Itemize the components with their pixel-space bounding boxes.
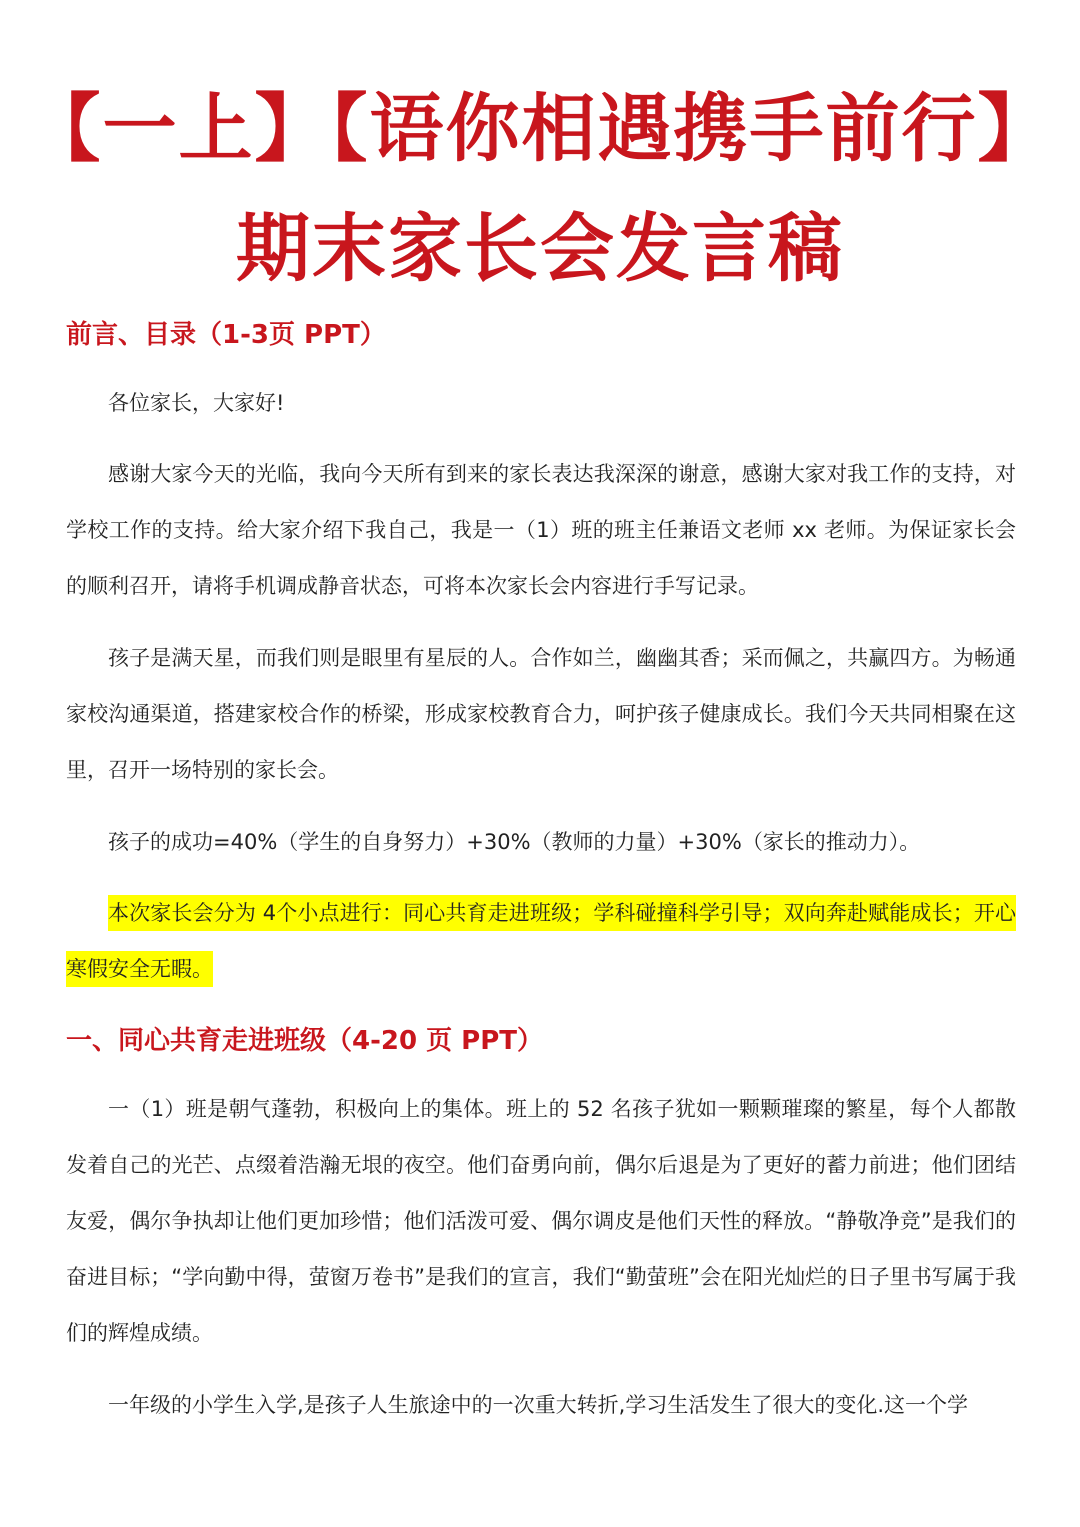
- preface-paragraph-3: 孩子的成功=40%（学生的自身努力）+30%（教师的力量）+30%（家长的推动力）。: [108, 830, 921, 854]
- preface-paragraph-1: 感谢大家今天的光临，我向今天所有到来的家长表达我深深的谢意，感谢大家对我工作的支持，对学校工作的支持。给大家介绍下我自己，我是一（1）班的班主任兼语文老师 xx 老师。为保证家长会的顺利召开，请将手机调成静音状态，可将本次家长会内容进行手写记录。: [66, 462, 1016, 598]
- highlighted-text: 本次家长会分为 4个小点进行：同心共育走进班级；学科碰撞科学引导；双向奔赴赋能成长；开心寒假安全无暇。: [66, 895, 1016, 987]
- section1-paragraph-1: 一（1）班是朝气蓬勃，积极向上的集体。班上的 52 名孩子犹如一颗颗璀璨的繁星，每个人都散发着自己的光芒、点缀着浩瀚无垠的夜空。他们奋勇向前，偶尔后退是为了更好的蓄力前进；他们团结友爱，偶尔争执却让他们更加珍惜；他们活泼可爱、偶尔调皮是他们天性的释放。“静敬净竞”是我们的奋进目标；“学向勤中得，萤窗万卷书”是我们的宣言，我们“勤萤班”会在阳光灿烂的日子里书写属于我们的辉煌成绩。: [66, 1097, 1016, 1345]
- section1-paragraph-2: 一年级的小学生入学,是孩子人生旅途中的一次重大转折,学习生活发生了很大的变化.这一个学: [108, 1393, 969, 1417]
- greeting-paragraph: 各位家长，大家好!: [108, 391, 285, 415]
- section-heading-preface: 前言、目录（1-3页 PPT）: [66, 320, 386, 350]
- preface-paragraph-2: 孩子是满天星，而我们则是眼里有星辰的人。合作如兰，幽幽其香；采而佩之，共赢四方。为畅通家校沟通渠道，搭建家校合作的桥梁，形成家校教育合力，呵护孩子健康成长。我们今天共同相聚在这里，召开一场特别的家长会。: [66, 646, 1016, 782]
- document-title-line2: 期末家长会发言稿: [236, 206, 844, 292]
- section-heading-1: 一、同心共育走进班级（4-20 页 PPT）: [66, 1026, 544, 1056]
- preface-paragraph-highlight: [66, 885, 1016, 997]
- document-title-line1: 【一上】【语你相遇携手前行】: [26, 86, 1054, 172]
